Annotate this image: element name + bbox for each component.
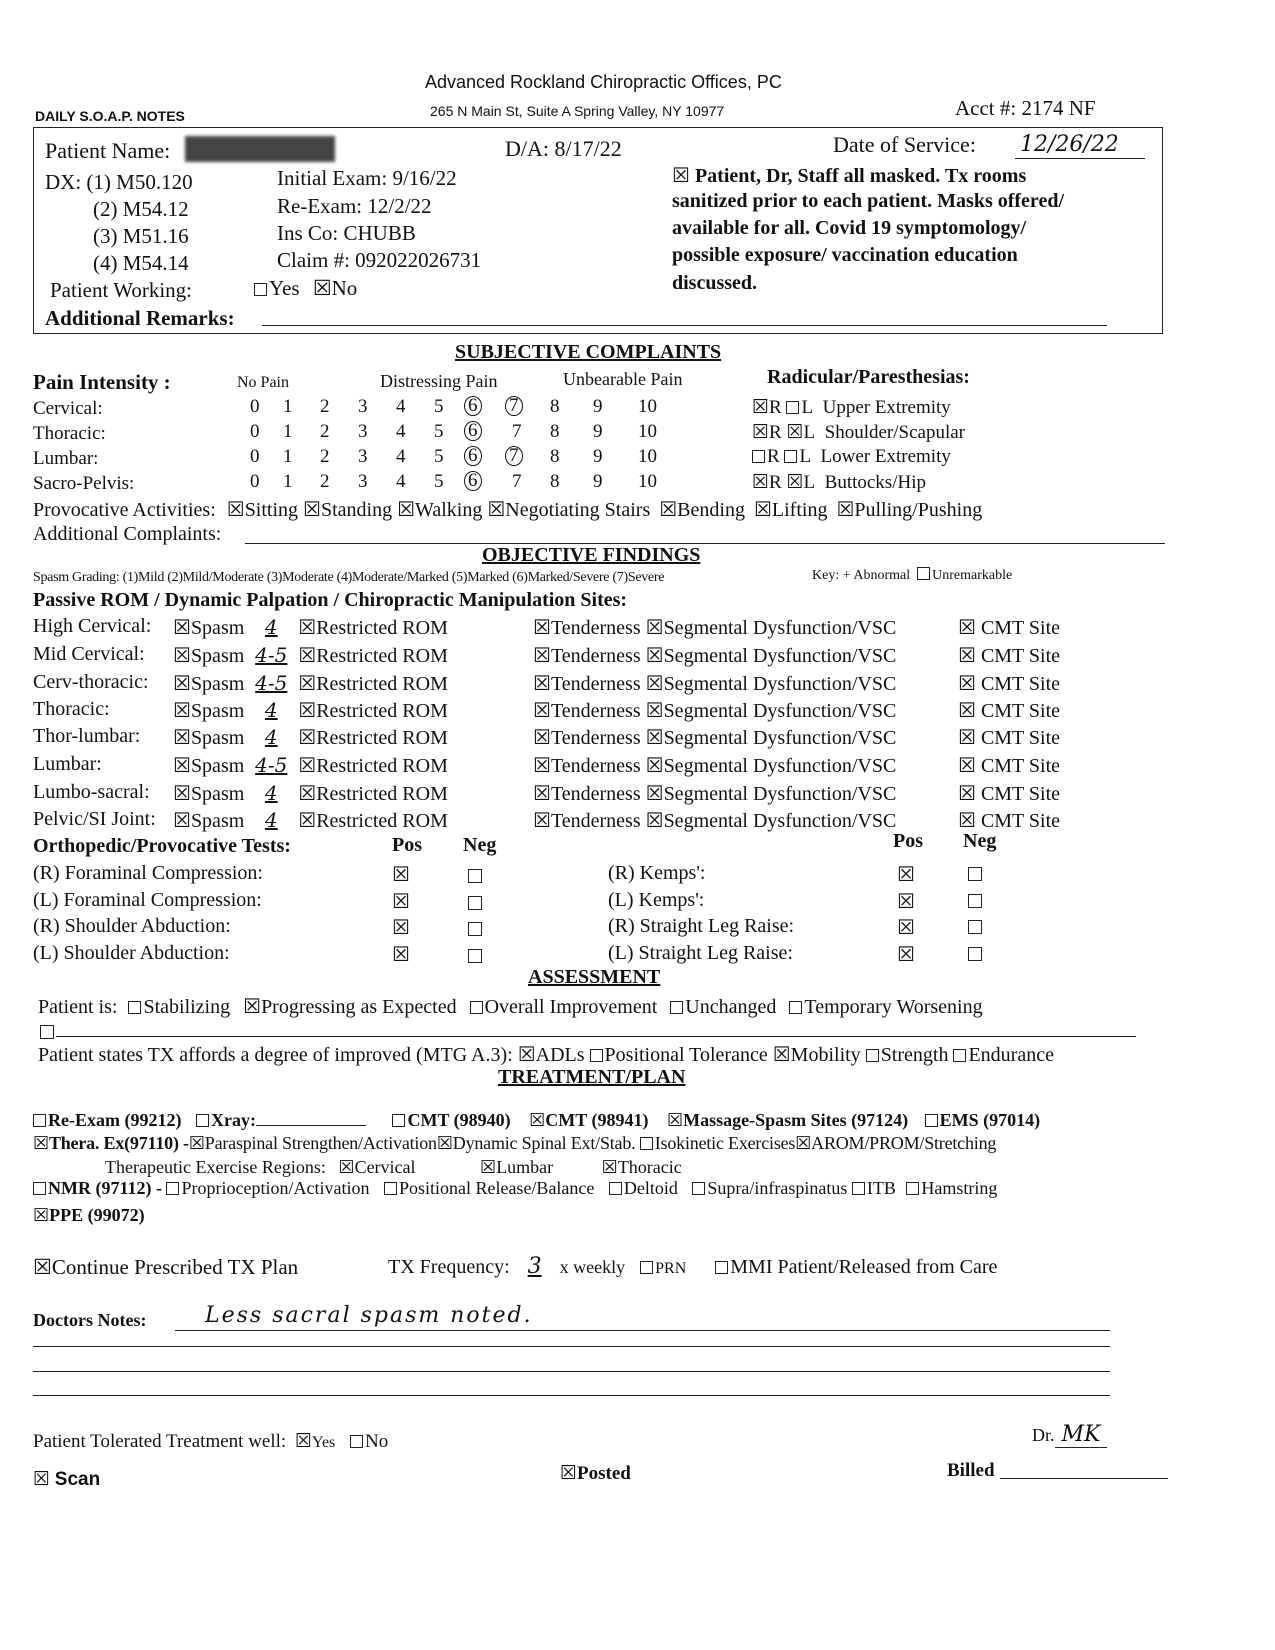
additional-complaints-label: Additional Complaints:: [33, 523, 222, 545]
dx-1: DX: (1) M50.120: [45, 170, 193, 194]
region-label: Cervical:: [33, 398, 103, 419]
no-pain-label: No Pain: [237, 374, 289, 391]
improvement-options[interactable]: Patient states TX affords a degree of improved (MTG A.3): ☒ADLs Positional Tolerance ☒Mobility Strength Endurance: [38, 1042, 1054, 1066]
nmr-line[interactable]: NMR (97112) - Proprioception/Activation Positional Release/Balance Deltoid Supra/infraspinatus ITB Hamstring: [33, 1178, 997, 1199]
pain-row-thoracic: Thoracic: 0 1 2 3 4 5 6 7 8 9 10 ☒R ☒L Shoulder/Scapular: [33, 420, 965, 444]
subjective-title: SUBJECTIVE COMPLAINTS: [455, 341, 722, 363]
ppe-line[interactable]: ☒PPE (99072): [33, 1205, 145, 1226]
doctors-notes-label: Doctors Notes:: [33, 1310, 147, 1330]
passive-rom-title: Passive ROM / Dynamic Palpation / Chiropractic Manipulation Sites:: [33, 589, 628, 611]
covid-line-1: ☒ Patient, Dr, Staff all masked. Tx rooms: [672, 163, 1027, 187]
working-no-label: No: [331, 276, 358, 300]
patient-working-label: Patient Working:: [50, 278, 192, 302]
objective-title: OBJECTIVE FINDINGS: [482, 544, 701, 566]
site-row-high-cervical: High Cervical: ☒Spasm 4 ☒Restricted ROM ☒Tenderness ☒Segmental Dysfunction/VSC ☒ CMT Site: [33, 615, 1061, 639]
spasm-grading: Spasm Grading: (1)Mild (2)Mild/Moderate (3)Moderate (4)Moderate/Marked (5)Marked (6)Marked/Severe (7)Severe: [33, 570, 665, 585]
pain-row-sacro-pelvis: Sacro-Pelvis: 0 1 2 3 4 5 6 7 8 9 10 ☒R ☒L Buttocks/Hip: [33, 470, 926, 494]
working-yes-label: Yes: [269, 276, 300, 300]
pain-intensity-label: Pain Intensity :: [33, 370, 171, 394]
date-of-accident: D/A: 8/17/22: [505, 136, 622, 161]
neg-header-left: Neg: [463, 834, 497, 856]
region-label: Sacro-Pelvis:: [33, 473, 135, 494]
insurance-company: Ins Co: CHUBB: [277, 221, 416, 245]
patient-name-label: Patient Name:: [45, 138, 171, 163]
dx-4: (4) M54.14: [93, 251, 189, 275]
scan-checkbox[interactable]: ☒ Scan: [33, 1468, 101, 1490]
account-number: Acct #: 2174 NF: [955, 96, 1096, 120]
site-row-cerv-thoracic: Cerv-thoracic: ☒Spasm 4-5 ☒Restricted ROM ☒Tenderness ☒Segmental Dysfunction/VSC ☒ CMT Site: [33, 671, 1061, 695]
site-row-thor-lumbar: Thor-lumbar: ☒Spasm 4 ☒Restricted ROM ☒Tenderness ☒Segmental Dysfunction/VSC ☒ CMT Site: [33, 725, 1061, 749]
date-of-service-value: 12/26/22: [1020, 132, 1119, 157]
site-row-pelvic-si: Pelvic/SI Joint: ☒Spasm 4 ☒Restricted ROM ☒Tenderness ☒Segmental Dysfunction/VSC ☒ CMT Site: [33, 808, 1061, 832]
working-yes-checkbox[interactable]: [254, 283, 267, 296]
neg-header-right: Neg: [963, 830, 997, 852]
radicular-thoracic[interactable]: ☒R ☒L Shoulder/Scapular: [752, 421, 965, 443]
initial-exam: Initial Exam: 9/16/22: [277, 166, 457, 190]
region-label: Lumbar:: [33, 448, 99, 469]
re-exam-date: Re-Exam: 12/2/22: [277, 194, 432, 218]
key-legend: Key: + Abnormal Unremarkable: [812, 568, 1013, 583]
covid-line-4: possible exposure/ vaccination education: [672, 244, 1018, 266]
tx-frequency[interactable]: TX Frequency: 3 x weekly PRN MMI Patient/Released from Care: [388, 1254, 998, 1279]
pain-row-cervical: Cervical: 0 1 2 3 4 5 6 7 8 9 10 ☒R L Upper Extremity: [33, 395, 951, 419]
patient-name-value: [185, 136, 335, 162]
claim-number: Claim #: 092022026731: [277, 248, 482, 272]
radicular-title: Radicular/Paresthesias:: [767, 366, 970, 388]
clinic-name: Advanced Rockland Chiropractic Offices, PC: [425, 72, 782, 92]
pos-header-left: Pos: [392, 834, 422, 856]
pain-row-lumbar: Lumbar: 0 1 2 3 4 5 6 7 8 9 10 R L Lower Extremity: [33, 445, 951, 469]
additional-remarks-label: Additional Remarks:: [45, 306, 235, 330]
working-no-checkbox[interactable]: ☒: [312, 276, 332, 300]
clinic-address: 265 N Main St, Suite A Spring Valley, NY 10977: [430, 103, 725, 119]
radicular-lumbar[interactable]: R L Lower Extremity: [752, 446, 951, 468]
patient-is-options[interactable]: Patient is: Stabilizing ☒Progressing as Expected Overall Improvement Unchanged Temporary Worsening: [38, 994, 983, 1018]
site-row-lumbar: Lumbar: ☒Spasm 4-5 ☒Restricted ROM ☒Tenderness ☒Segmental Dysfunction/VSC ☒ CMT Site: [33, 753, 1061, 777]
posted-checkbox[interactable]: ☒Posted: [560, 1462, 631, 1484]
provocative-activities[interactable]: Provocative Activities: ☒Sitting ☒Standing ☒Walking ☒Negotiating Stairs ☒Bending ☒Lifting ☒Pulling/Pushing: [33, 497, 983, 521]
site-row-mid-cervical: Mid Cervical: ☒Spasm 4-5 ☒Restricted ROM ☒Tenderness ☒Segmental Dysfunction/VSC ☒ CMT Site: [33, 643, 1061, 667]
treatment-line-2[interactable]: ☒Thera. Ex(97110) -☒Paraspinal Strengthen/Activation☒Dynamic Spinal Ext/Stab. Isokinetic Exercises☒AROM/PROM/Stretching: [33, 1133, 997, 1154]
ortho-row: (L) Shoulder Abduction: ☒ (L) Straight Leg Raise: ☒: [0, 942, 1275, 970]
doctor-signature: Dr. MK: [1032, 1422, 1108, 1447]
treatment-line-1[interactable]: Re-Exam (99212) Xray: CMT (98940) ☒CMT (98941) ☒Massage-Spasm Sites (97124) EMS (97014): [33, 1110, 1040, 1131]
covid-line-3: available for all. Covid 19 symptomology/: [672, 217, 1027, 239]
assessment-title: ASSESSMENT: [528, 966, 661, 988]
continue-plan[interactable]: ☒Continue Prescribed TX Plan: [33, 1255, 299, 1279]
region-label: Thoracic:: [33, 423, 106, 444]
radicular-cervical[interactable]: ☒R L Upper Extremity: [752, 396, 951, 418]
pos-header-right: Pos: [893, 830, 923, 852]
ortho-title: Orthopedic/Provocative Tests:: [33, 835, 291, 857]
radicular-sacro-pelvis[interactable]: ☒R ☒L Buttocks/Hip: [752, 471, 926, 493]
ortho-row: (R) Shoulder Abduction: ☒ (R) Straight Leg Raise: ☒: [0, 915, 1275, 943]
unbearable-pain-label: Unbearable Pain: [563, 369, 683, 389]
tolerated-line[interactable]: Patient Tolerated Treatment well: ☒Yes No: [33, 1430, 389, 1452]
covid-line-5: discussed.: [672, 272, 758, 294]
ortho-row: (R) Foraminal Compression: ☒ (R) Kemps': ☒: [0, 862, 1275, 890]
ortho-row: (L) Foraminal Compression: ☒ (L) Kemps': ☒: [0, 889, 1275, 917]
doctors-notes-value: Less sacral spasm noted.: [205, 1303, 533, 1328]
form-title: DAILY S.O.A.P. NOTES: [35, 108, 185, 124]
site-row-lumbo-sacral: Lumbo-sacral: ☒Spasm 4 ☒Restricted ROM ☒Tenderness ☒Segmental Dysfunction/VSC ☒ CMT Site: [33, 781, 1061, 805]
billed-label: Billed: [947, 1460, 995, 1481]
exercise-regions[interactable]: Therapeutic Exercise Regions: ☒Cervical ☒Lumbar ☒Thoracic: [105, 1157, 682, 1178]
distressing-pain-label: Distressing Pain: [380, 371, 498, 391]
dx-3: (3) M51.16: [93, 224, 189, 248]
dx-2: (2) M54.12: [93, 197, 189, 221]
covid-line-2: sanitized prior to each patient. Masks offered/: [672, 190, 1065, 212]
site-row-thoracic: Thoracic: ☒Spasm 4 ☒Restricted ROM ☒Tenderness ☒Segmental Dysfunction/VSC ☒ CMT Site: [33, 698, 1061, 722]
patient-working-options[interactable]: [254, 276, 357, 301]
treatment-title: TREATMENT/PLAN: [498, 1066, 686, 1088]
date-of-service-label: Date of Service:: [833, 132, 976, 157]
